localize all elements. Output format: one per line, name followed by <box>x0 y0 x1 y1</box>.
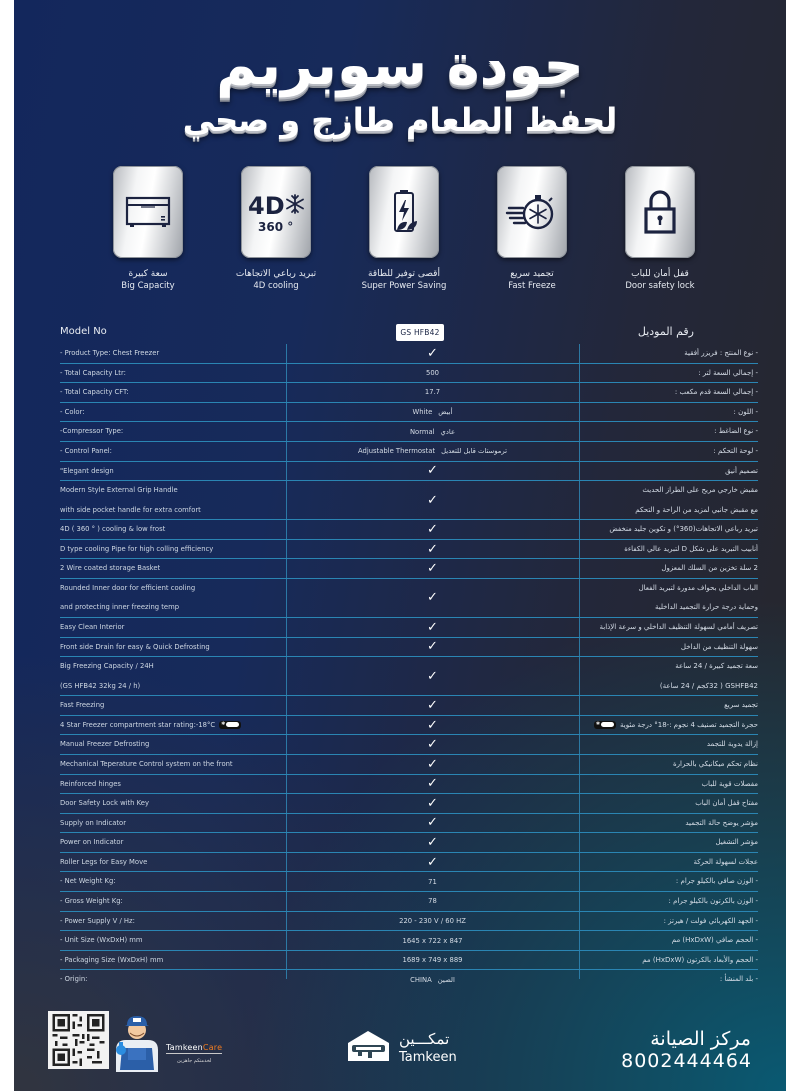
feature-label-ar: قفل أمان للباب <box>631 269 689 279</box>
spec-value <box>286 716 579 735</box>
spec-table <box>60 344 758 990</box>
spec-label-en-text: 4 Star Freezer compartment star rating:-18°C <box>60 720 216 729</box>
feature-label-en: Big Capacity <box>121 281 175 291</box>
spec-label-ar: - الحجم صافي (HxDxW) مم <box>671 936 758 945</box>
spec-label-ar: - الوزن صافي بالكيلو جرام : <box>675 877 758 886</box>
spec-label-ar: أنابيب التبريد على شكل D لتبريد عالي الكفاءة <box>624 544 758 553</box>
spec-label-en: - Control Panel: <box>60 446 112 455</box>
spec-label-en: Door Safety Lock with Key <box>60 799 149 808</box>
check-icon: ✓ <box>427 541 438 557</box>
spec-label-ar: - نوع المنتج : فريزر أفقية <box>684 349 758 357</box>
spec-value <box>286 755 579 774</box>
spec-value <box>286 951 579 970</box>
check-icon: ✓ <box>427 639 438 655</box>
spec-value <box>286 794 579 813</box>
spec-label-ar: سهولة التنظيف من الداخل <box>680 642 758 651</box>
spec-label-en <box>60 716 286 736</box>
spec-label-ar: مؤشر يوضح حالة التجميد <box>685 818 758 827</box>
spec-value-text: 500 <box>426 368 439 377</box>
table-row <box>60 638 758 658</box>
check-icon: ✓ <box>427 492 438 508</box>
spec-value-text: 78 <box>428 897 437 906</box>
star-rating-badge-icon: ✱ <box>594 721 616 729</box>
spec-label-en: - Total Capacity Ltr: <box>60 368 126 377</box>
spec-value <box>286 931 579 950</box>
spec-label-ar: تجميد سريع <box>724 701 758 710</box>
spec-label-ar-line: مقبض خارجي مريح على الطراز الحديث <box>642 486 758 495</box>
spec-label-ar: - إجمالي السعة لتر : <box>698 368 758 377</box>
check-icon: ✓ <box>427 756 438 772</box>
spec-label-en: Fast Freezing <box>60 701 105 710</box>
svg-text:4D: 4D <box>248 192 285 220</box>
spec-label-ar: - الحجم والأبعاد بالكرتون (HxDxW) مم <box>642 955 758 964</box>
model-number-badge: GS HFB42 <box>396 324 444 341</box>
spec-label-en: - Unit Size (WxDxH) mm <box>60 936 143 945</box>
table-row <box>60 696 758 716</box>
headline <box>14 34 786 140</box>
spec-value-text: 1645 x 722 x 847 <box>402 936 463 945</box>
check-icon: ✓ <box>427 463 438 479</box>
spec-value-text: Adjustable Thermostat <box>357 447 436 456</box>
spec-label-ar <box>582 716 758 736</box>
spec-value <box>286 833 579 852</box>
spec-value <box>286 638 579 657</box>
spec-value <box>286 364 579 383</box>
spec-value <box>286 696 579 715</box>
check-icon: ✓ <box>427 697 438 713</box>
spec-value <box>286 912 579 931</box>
spec-label-ar <box>582 481 758 520</box>
spec-label-ar: - نوع الضاغط : <box>714 427 758 436</box>
spec-label-en-line: (GS HFB42 32kg 24 / h) <box>60 681 141 690</box>
spec-value-ar: الصين <box>437 976 455 985</box>
star-rating-badge-icon: ✱ <box>219 721 241 729</box>
spec-label-ar: - إجمالي السعة قدم مكعب : <box>674 388 758 397</box>
spec-label-en: Reinforced hinges <box>60 779 121 788</box>
spec-value <box>286 422 579 441</box>
table-row <box>60 520 758 540</box>
table-row <box>60 775 758 795</box>
spec-value-ar: عادي <box>440 427 456 436</box>
spec-value <box>286 383 579 402</box>
care-tagline: لخدمتكم جاهزين <box>177 1058 212 1064</box>
feature-tiles <box>94 166 714 292</box>
spec-value <box>286 540 579 559</box>
spec-label-ar: تصميم أنيق <box>725 466 758 475</box>
tamkeen-logo-en: Tamkeen <box>399 1050 457 1065</box>
table-row <box>60 481 758 520</box>
table-row <box>60 618 758 638</box>
table-row <box>60 735 758 755</box>
spec-value <box>286 892 579 911</box>
feature-4d-cooling <box>222 166 330 292</box>
chest-freezer-icon <box>113 166 183 258</box>
spec-label-ar: نظام تحكم ميكانيكي بالحرارة <box>672 759 758 768</box>
svg-text:360 °: 360 ° <box>258 220 294 234</box>
spec-label-en: Easy Clean Interior <box>60 622 125 631</box>
table-row <box>60 853 758 873</box>
qr-code[interactable] <box>48 1011 109 1069</box>
spec-value <box>286 579 579 617</box>
table-row <box>60 931 758 951</box>
table-row <box>60 892 758 912</box>
tamkeen-logo-ar: تمكـــين <box>399 1030 450 1048</box>
feature-label-en: Door safety lock <box>625 281 695 291</box>
spec-value <box>286 735 579 754</box>
spec-label-en: Roller Legs for Easy Move <box>60 857 148 866</box>
model-label-en: Model No <box>60 326 107 337</box>
feature-big-capacity <box>94 166 202 292</box>
check-icon: ✓ <box>427 815 438 831</box>
table-row <box>60 540 758 560</box>
check-icon: ✓ <box>427 590 438 606</box>
feature-label-ar: سعة كبيرة <box>128 269 168 279</box>
table-row <box>60 833 758 853</box>
check-icon: ✓ <box>427 717 438 733</box>
table-row <box>60 559 758 579</box>
spec-label-en: - Total Capacity CFT: <box>60 388 129 397</box>
spec-label-en <box>60 481 286 520</box>
spec-value-ar: ترموستات قابل للتعديل <box>441 447 508 456</box>
spec-label-ar: تصريف أمامي لسهولة التنظيف الداخلي و سرعة الإذابة <box>599 622 758 631</box>
spec-label-en-line: Rounded Inner door for efficient cooling <box>60 583 196 592</box>
spec-label-en: Power on Indicator <box>60 838 124 847</box>
spec-value-text: Normal <box>409 427 435 436</box>
table-row <box>60 951 758 971</box>
tamkeen-logo-icon <box>346 1029 391 1063</box>
spec-label-ar: مفصلات قوية للباب <box>701 779 758 788</box>
table-row <box>60 403 758 423</box>
headline-subtitle: لحفظ الطعام طازج و صحي <box>182 101 618 139</box>
check-icon: ✓ <box>427 737 438 753</box>
spec-label-ar-line: الباب الداخلي بحواف مدورة لتبريد الفعال <box>638 583 758 592</box>
check-icon: ✓ <box>427 521 438 537</box>
spec-label-ar: - الجهد الكهربائي فولت / هيرتز : <box>663 916 758 925</box>
spec-label-en: Front side Drain for easy & Quick Defrosting <box>60 642 210 651</box>
spec-label-en-line: Modern Style External Grip Handle <box>60 486 178 495</box>
table-row <box>60 383 758 403</box>
4d-360-cooling-icon <box>241 166 311 258</box>
spec-label-en: Supply on Indicator <box>60 818 126 827</box>
headline-title: جودة سوبريم <box>216 33 584 98</box>
spec-label-ar: - لوحة التحكم : <box>713 446 758 455</box>
spec-label-ar: - بلد المنشأ : <box>719 975 758 984</box>
feature-label-en: Super Power Saving <box>361 281 447 291</box>
battery-leaf-icon <box>369 166 439 258</box>
spec-label-ar: تبريد رباعي الاتجاهات(360°) و تكوين جليد منخفض <box>609 525 758 534</box>
table-row <box>60 716 758 736</box>
feature-label-en: Fast Freeze <box>508 281 556 291</box>
spec-label-en: - Product Type: Chest Freezer <box>60 349 160 357</box>
care-brand-right: Care <box>202 1043 223 1052</box>
spec-label-ar: عجلات لسهولة الحركة <box>693 857 758 866</box>
table-row <box>60 970 758 990</box>
spec-label-ar: 2 سلة تخزين من السلك المعزول <box>661 564 758 573</box>
spec-label-ar: إزالة يدوية للتجمد <box>706 740 758 749</box>
table-row <box>60 422 758 442</box>
spec-value <box>286 344 579 363</box>
table-row <box>60 872 758 892</box>
table-row <box>60 344 758 364</box>
spec-value-ar: أبيض <box>438 408 453 417</box>
spec-label-en: - Packaging Size (WxDxH) mm <box>60 955 164 964</box>
spec-value <box>286 442 579 461</box>
table-row <box>60 755 758 775</box>
spec-label-ar <box>582 657 758 696</box>
spec-label-ar: - الوزن بالكرتون بالكيلو جرام : <box>668 897 758 906</box>
spec-label-ar <box>582 579 758 618</box>
table-row <box>60 794 758 814</box>
spec-label-en: - Net Weight Kg: <box>60 877 116 886</box>
table-row <box>60 912 758 932</box>
spec-label-en: 4D ( 360 ° ) cooling & low frost <box>60 525 166 534</box>
spec-label-en <box>60 657 286 696</box>
product-spec-poster <box>14 0 786 1091</box>
fast-freeze-stopwatch-icon <box>497 166 567 258</box>
spec-value <box>286 403 579 422</box>
spec-label-ar-line: وحماية درجة حرارة التجميد الداخلية <box>655 603 758 612</box>
spec-value-text: 220 - 230 V / 60 HZ <box>399 916 466 925</box>
spec-value <box>286 520 579 539</box>
spec-label-en: - Power Supply V / Hz: <box>60 916 135 925</box>
check-icon: ✓ <box>427 795 438 811</box>
spec-label-en <box>60 579 286 618</box>
check-icon: ✓ <box>427 345 438 361</box>
table-row <box>60 442 758 462</box>
feature-label-ar: تجميد سريع <box>510 269 554 279</box>
spec-value <box>286 775 579 794</box>
spec-value-text: 1689 x 749 x 889 <box>402 956 463 965</box>
spec-label-ar-line: مع مقبض جانبي لمزيد من الراحة و التحكم <box>635 505 758 514</box>
spec-value <box>286 872 579 891</box>
spec-label-en: Manual Freezer Defrosting <box>60 740 150 749</box>
spec-label-en-line: and protecting inner freezing temp <box>60 603 180 612</box>
spec-value-text: 71 <box>428 877 437 886</box>
spec-value <box>286 970 579 990</box>
model-label-ar: رقم الموديل <box>637 325 694 338</box>
care-brand-left: Tamkeen <box>166 1043 203 1052</box>
spec-label-en: D type cooling Pipe for high colling efficiency <box>60 544 214 553</box>
feature-label-ar: أقصى توفير للطاقة <box>368 269 440 279</box>
spec-label-ar-line: GSHFB42 ( 32كجم / 24 ساعة) <box>659 681 758 690</box>
spec-value <box>286 618 579 637</box>
service-center-label: مركز الصيانة <box>650 1028 751 1050</box>
spec-label-en-line: Big Freezing Capacity / 24H <box>60 662 154 671</box>
spec-value-text: CHINA <box>410 976 432 985</box>
check-icon: ✓ <box>427 854 438 870</box>
spec-label-ar: مفتاح قفل أمان الباب <box>695 799 758 808</box>
feature-fast-freeze <box>478 166 586 292</box>
technician-mascot-icon <box>114 1010 160 1072</box>
spec-value-text: White <box>412 408 433 417</box>
table-row <box>60 579 758 618</box>
spec-label-en-line: with side pocket handle for extra comfort <box>60 505 201 514</box>
spec-value <box>286 853 579 872</box>
spec-value <box>286 481 579 519</box>
spec-label-en: "Elegant design <box>60 466 114 475</box>
spec-label-ar-line: سعة تجميد كبيرة / 24 ساعة <box>675 662 758 671</box>
spec-label-en: - Gross Weight Kg: <box>60 897 123 906</box>
feature-label-ar: تبريد رباعي الاتجاهات <box>235 269 317 279</box>
spec-label-en: -Compressor Type: <box>60 427 124 436</box>
spec-value <box>286 559 579 578</box>
spec-value <box>286 814 579 833</box>
check-icon: ✓ <box>427 668 438 684</box>
table-row <box>60 462 758 482</box>
spec-label-ar: مؤشر التشغيل <box>715 838 758 847</box>
check-icon: ✓ <box>427 835 438 851</box>
service-phone-number[interactable]: 8002444464 <box>621 1050 752 1072</box>
padlock-icon <box>625 166 695 258</box>
spec-label-ar: - اللون : <box>733 407 758 416</box>
check-icon: ✓ <box>427 561 438 577</box>
check-icon: ✓ <box>427 619 438 635</box>
table-row <box>60 814 758 834</box>
spec-label-ar-text: حجرة التجميد تصنيف 4 نجوم :-18° درجة مئوية <box>620 720 758 729</box>
check-icon: ✓ <box>427 776 438 792</box>
spec-value-text: 17.7 <box>424 388 441 397</box>
table-row <box>60 657 758 696</box>
spec-label-en: - Origin: <box>60 975 88 984</box>
table-row <box>60 364 758 384</box>
spec-value <box>286 462 579 481</box>
spec-label-en: Mechanical Teperature Control system on the front <box>60 759 233 768</box>
tamkeen-care-logo <box>166 1043 222 1054</box>
spec-label-en: 2 Wire coated storage Basket <box>60 564 161 573</box>
model-row <box>14 323 786 343</box>
feature-power-saving <box>350 166 458 292</box>
spec-label-en: - Color: <box>60 407 85 416</box>
spec-value <box>286 657 579 695</box>
feature-label-en: 4D cooling <box>253 281 299 291</box>
feature-door-lock <box>606 166 714 292</box>
